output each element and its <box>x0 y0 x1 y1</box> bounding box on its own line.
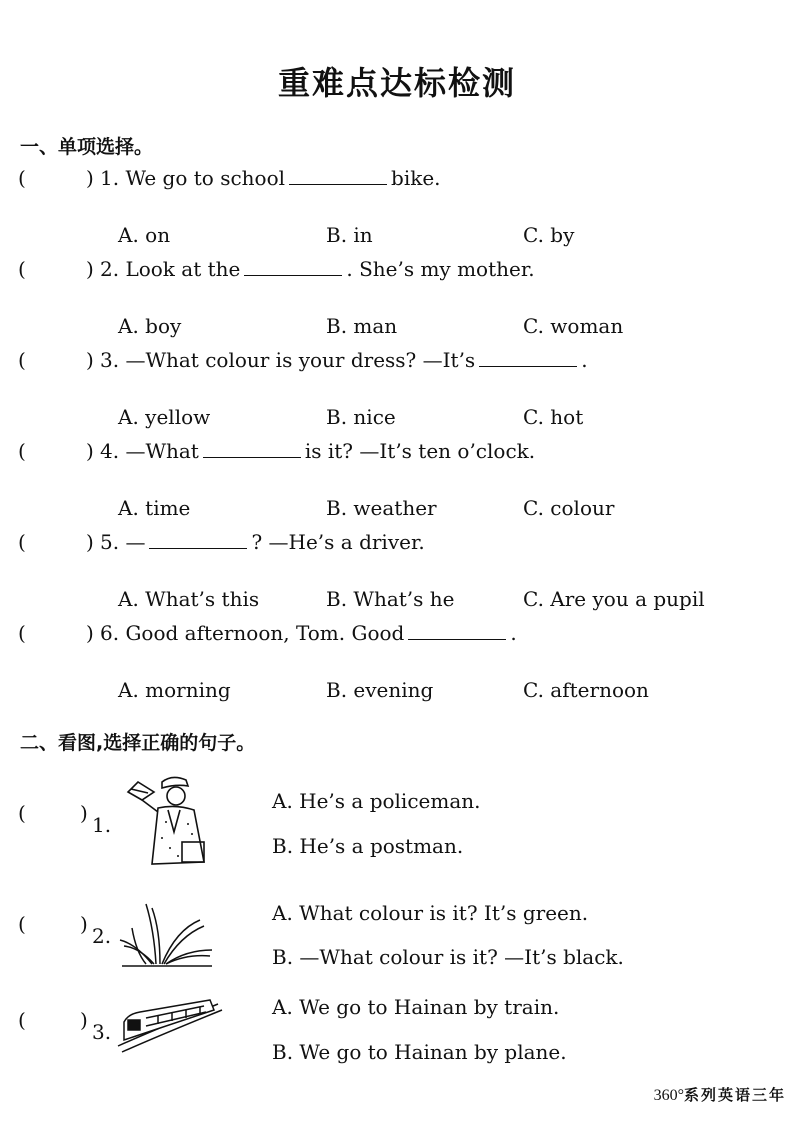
answer-paren-open[interactable]: ( <box>18 801 26 825</box>
fill-in-blank[interactable] <box>149 547 247 549</box>
answer-paren-close: ) <box>86 621 94 645</box>
s2-q1-option-b: B. He’s a postman. <box>272 834 464 858</box>
question-text <box>100 166 441 190</box>
fill-in-blank[interactable] <box>479 365 577 367</box>
option-b: B. nice <box>326 405 396 429</box>
answer-paren-open[interactable]: ( <box>18 257 26 281</box>
question-text-before: 1. We go to school <box>100 166 286 190</box>
s2-q3-option-b: B. We go to Hainan by plane. <box>272 1040 567 1064</box>
answer-paren-open[interactable]: ( <box>18 439 26 463</box>
answer-paren-open[interactable]: ( <box>18 621 26 645</box>
question-text-before: 3. —What colour is your dress? —It’s <box>100 348 476 372</box>
footer-prefix: 360° <box>653 1087 684 1104</box>
answer-paren-close: ) <box>86 530 94 554</box>
question-text-after: bike. <box>391 166 441 190</box>
answer-paren-close: ) <box>80 1008 88 1032</box>
fill-in-blank[interactable] <box>408 638 506 640</box>
question-text-before: 5. — <box>100 530 146 554</box>
option-a: A. boy <box>118 314 182 338</box>
answer-paren-open[interactable]: ( <box>18 348 26 372</box>
option-a: A. on <box>118 223 171 247</box>
grass-illustration <box>116 900 216 970</box>
answer-paren-close: ) <box>86 439 94 463</box>
question-text-after: is it? —It’s ten o’clock. <box>304 439 536 463</box>
question-text <box>100 348 588 372</box>
question-number: 1. <box>92 813 112 837</box>
s2-q2-option-b: B. —What colour is it? —It’s black. <box>272 945 624 969</box>
postman-illustration <box>118 772 218 872</box>
option-a: A. time <box>118 496 191 520</box>
section-2-heading: 二、看图,选择正确的句子。 <box>20 732 256 754</box>
question-text <box>100 621 517 645</box>
fill-in-blank[interactable] <box>203 456 301 458</box>
s2-q3-option-a: A. We go to Hainan by train. <box>272 995 560 1019</box>
footer <box>654 1084 786 1105</box>
answer-paren-open[interactable]: ( <box>18 912 26 936</box>
section-1-heading: 一、单项选择。 <box>20 136 154 158</box>
option-b: B. man <box>326 314 398 338</box>
option-c: C. colour <box>523 496 615 520</box>
option-c: C. by <box>523 223 575 247</box>
option-b: B. evening <box>326 678 434 702</box>
option-a: A. What’s this <box>118 587 260 611</box>
answer-paren-open[interactable]: ( <box>18 530 26 554</box>
option-c: C. afternoon <box>523 678 649 702</box>
question-text-after: . <box>510 621 517 645</box>
question-number: 3. <box>92 1020 112 1044</box>
option-b: B. weather <box>326 496 437 520</box>
option-c: C. Are you a pupil <box>523 587 705 611</box>
answer-paren-close: ) <box>86 348 94 372</box>
question-text-before: 4. —What <box>100 439 199 463</box>
question-text <box>100 530 425 554</box>
option-c: C. hot <box>523 405 584 429</box>
question-text-after: . <box>581 348 588 372</box>
answer-paren-close: ) <box>80 801 88 825</box>
answer-paren-open[interactable]: ( <box>18 1008 26 1032</box>
question-text-after: ? —He’s a driver. <box>251 530 425 554</box>
option-c: C. woman <box>523 314 624 338</box>
question-text-before: 6. Good afternoon, Tom. Good <box>100 621 405 645</box>
option-a: A. yellow <box>118 405 211 429</box>
fill-in-blank[interactable] <box>244 274 342 276</box>
s2-q1-option-a: A. He’s a policeman. <box>272 789 481 813</box>
question-text-after: . She’s my mother. <box>346 257 535 281</box>
answer-paren-close: ) <box>86 257 94 281</box>
page-title: 重难点达标检测 <box>277 64 516 102</box>
answer-paren-close: ) <box>80 912 88 936</box>
answer-paren-open[interactable]: ( <box>18 166 26 190</box>
answer-paren-close: ) <box>86 166 94 190</box>
footer-series: 系列英语三年 <box>683 1086 786 1104</box>
question-text-before: 2. Look at the <box>100 257 241 281</box>
question-text <box>100 257 535 281</box>
fill-in-blank[interactable] <box>289 183 387 185</box>
option-b: B. What’s he <box>326 587 455 611</box>
question-number: 2. <box>92 924 112 948</box>
s2-q2-option-a: A. What colour is it? It’s green. <box>272 901 589 925</box>
option-a: A. morning <box>118 678 231 702</box>
train-illustration <box>114 996 224 1056</box>
option-b: B. in <box>326 223 373 247</box>
question-text <box>100 439 535 463</box>
